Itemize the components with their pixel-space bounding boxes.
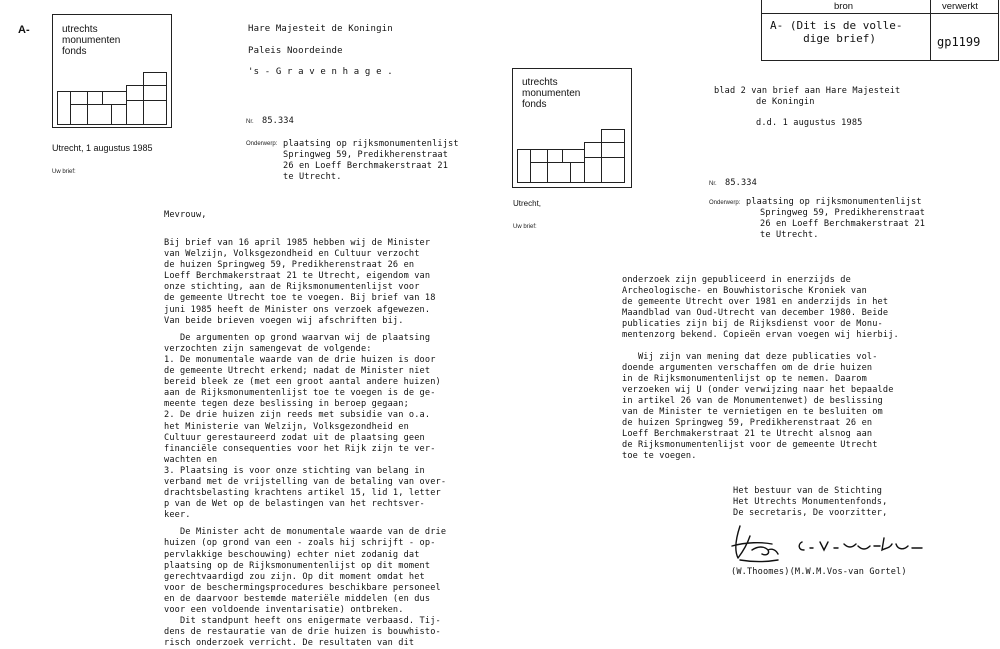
stamp-bron-value: A- (Dit is de volle- dige brief) [770,19,903,45]
logo-line-3: fonds [62,46,87,57]
body-line: drachtsbelasting krachtens artikel 15, lid 1, letter [164,488,441,499]
body-line: de huizen Springweg 59, Predikherenstraat 26 en [164,260,415,271]
body-line: in de Rijksmonumentenlijst op te nemen. Daarom [622,373,867,384]
nr-label: Nr. [246,119,254,125]
uw-brief-label-2: Uw brief: [513,224,537,230]
body-line: meente tegen deze beslissing in beroep gegaan; [164,399,409,410]
stamp-verwerkt-value: gp1199 [937,35,981,49]
nr-value-2: 85.334 [725,178,757,188]
blad-header-date: d.d. 1 augustus 1985 [756,118,863,128]
closing-line: De secretaris, De voorzitter, [733,508,888,519]
address-line-2: Paleis Noordeinde [248,46,343,56]
nr-value: 85.334 [262,116,294,126]
body-line: wachten en [164,454,218,465]
onderwerp-line-4: te Utrecht. [283,172,342,182]
body-line: de gemeente Utrecht erkend; nadat de Minister niet [164,366,431,377]
page1-body [164,238,446,649]
logo-utrechts-monumentenfonds [52,14,172,128]
body-line: Archeologische- en Bouwhistorische Kroniek van [622,286,867,297]
logo-line-1: utrechts [62,24,98,35]
stamp-col-verwerkt: verwerkt [942,1,978,12]
body-line: voor de beschermingsprocedures beschikbare personeel [164,582,441,593]
body-line: verzoeken wij U (onder verwijzing naar het bepaalde [622,384,894,395]
body-line: Wij zijn van mening dat deze publicaties vol- [622,351,878,362]
page2-body [622,275,899,463]
body-line: onderzoek zijn gepubliceerd in enerzijds de [622,275,851,285]
body-line: publicaties zijn bij de Rijksdienst voor de Monu- [622,319,883,330]
body-line: de huizen Springweg 59, Predikherenstraat 26 en [622,418,873,429]
body-line: verband met de vrijstelling van de betaling van over- [164,476,447,487]
salutation: Mevrouw, [164,210,207,220]
logo-line-1: utrechts [522,77,558,88]
body-line: de gemeente Utrecht toe te voegen. Bij brief van 18 [164,293,436,304]
onderwerp2-line-2: Springweg 59, Predikherenstraat [760,208,926,218]
onderwerp2-line-4: te Utrecht. [760,230,819,240]
blad-header-line-2: de Koningin [756,97,815,107]
body-line: financiële consequenties voor het Rijk zijn te ver- [164,443,436,454]
logo-line-2: monumenten [62,35,121,46]
onderwerp-line-2: Springweg 59, Predikherenstraat [283,150,449,160]
body-line: en de daarvoor bestemde materiële middelen (en dus [164,593,431,604]
body-line: huizen (op grond van een - zoals hij schrijft - op- [164,538,436,549]
body-line: keer. [164,510,191,521]
body-spacer [622,342,899,352]
body-line: p van de Wet op de belastingen van het rechtsver- [164,499,425,510]
onderwerp-line-3: 26 en Loeff Berchmakerstraat 21 [283,161,449,171]
body-line: Bij brief van 16 april 1985 hebben wij de Minister [164,238,431,248]
onderwerp2-line-1: plaatsing op rijksmonumentenlijst [746,197,922,207]
onderwerp2-line-3: 26 en Loeff Berchmakerstraat 21 [760,219,926,229]
logo-utrechts-monumentenfonds-2 [512,68,632,188]
body-line: voor een voldoende inventarisatie) ontbreken. [164,605,404,615]
body-line: bereid bleek ze (met een groot aantal andere huizen) [164,377,441,388]
onderwerp-label-2: Onderwerp: [709,200,741,206]
archive-stamp [761,0,999,61]
body-line: van Welzijn, Volksgezondheid en Cultuur verzocht [164,249,420,260]
body-line: De Minister acht de monumentale waarde van de drie [164,527,447,538]
body-line: Cultuur gerestaureerd zodat uit de plaatsing geen [164,432,425,443]
body-line: doende argumenten verschaffen om de drie huizen [622,362,873,373]
place-date: Utrecht, 1 augustus 1985 [52,143,153,153]
body-line: in artikel 26 van de Monumentenwet) de beslissing [622,395,883,406]
body-line: Van beide brieven voegen wij afschriften bij. [164,315,404,326]
address-line-1: Hare Majesteit de Koningin [248,24,393,34]
uw-brief-label: Uw brief: [52,169,76,175]
nr-label-2: Nr. [709,181,717,187]
body-line: juni 1985 heeft de Minister ons verzoek afgewezen. [164,304,431,315]
body-line: pervlakkige beschouwing) echter niet zodanig dat [164,549,420,560]
closing [733,486,887,519]
body-line: de Rijksmonumentenlijst voor de gemeente Utrecht [622,440,878,451]
closing-line: Het Utrechts Monumentenfonds, [733,497,888,508]
body-line: het Ministerie van Welzijn, Volksgezondheid en [164,421,409,432]
body-line: Loeff Berchmakerstraat 21 te Utrecht, eigendom van [164,271,431,282]
body-line: mentenzorg bekend. Copieën ervan voegen wij hierbij. [622,330,899,341]
body-line: onze stichting, aan de Rijksmonumentenlijst voor [164,282,420,293]
body-line: Loeff Berchmakerstraat 21 te Utrecht alsnog aan [622,429,873,440]
body-line: Maandblad van Oud-Utrecht van december 1980. Beide [622,308,889,319]
body-line: De argumenten op grond waarvan wij de plaatsing [164,332,431,343]
place: Utrecht, [513,199,542,208]
stamp-col-bron: bron [834,1,854,12]
body-line: toe te voegen. [622,451,697,462]
signature-names: (W.Thoomes)(M.W.M.Vos-van Gortel) [731,567,907,577]
body-line: aan de Rijksmonumentenlijst toe te voegen is de ge- [164,388,436,399]
address-line-3: 's - G r a v e n h a g e . [248,67,393,77]
body-line: dens de restauratie van de drie huizen is bouwhisto- [164,627,441,638]
onderwerp-label: Onderwerp: [246,141,278,147]
onderwerp-line-1: plaatsing op rijksmonumentenlijst [283,139,459,149]
body-line: van de Minister te vernietigen en te besluiten om [622,407,883,418]
body-line: 2. De drie huizen zijn reeds met subsidie van o.a. [164,410,431,421]
body-line: Dit standpunt heeft ons enigermate verbaasd. Tij- [164,616,441,627]
blad-header-line-1: blad 2 van brief aan Hare Majesteit [714,86,901,96]
body-line: 1. De monumentale waarde van de drie huizen is door [164,354,436,365]
body-line: gerechtvaardigd zou zijn. Op dit moment omdat het [164,571,425,582]
body-line: risch onderzoek verricht. De resultaten van dit [164,638,415,649]
signature-marks [726,520,956,568]
margin-mark: A- [18,24,30,36]
body-line: 3. Plaatsing is voor onze stichting van belang in [164,465,425,476]
body-line: plaatsing op de Rijksmonumentenlijst op dit moment [164,560,431,571]
closing-line: Het bestuur van de Stichting [733,486,883,496]
logo-line-3: fonds [522,99,547,110]
logo-line-2: monumenten [522,88,581,99]
body-line: verzochten zijn samengevat de volgende: [164,343,372,354]
body-line: de gemeente Utrecht over 1981 en anderzijds in het [622,297,889,308]
